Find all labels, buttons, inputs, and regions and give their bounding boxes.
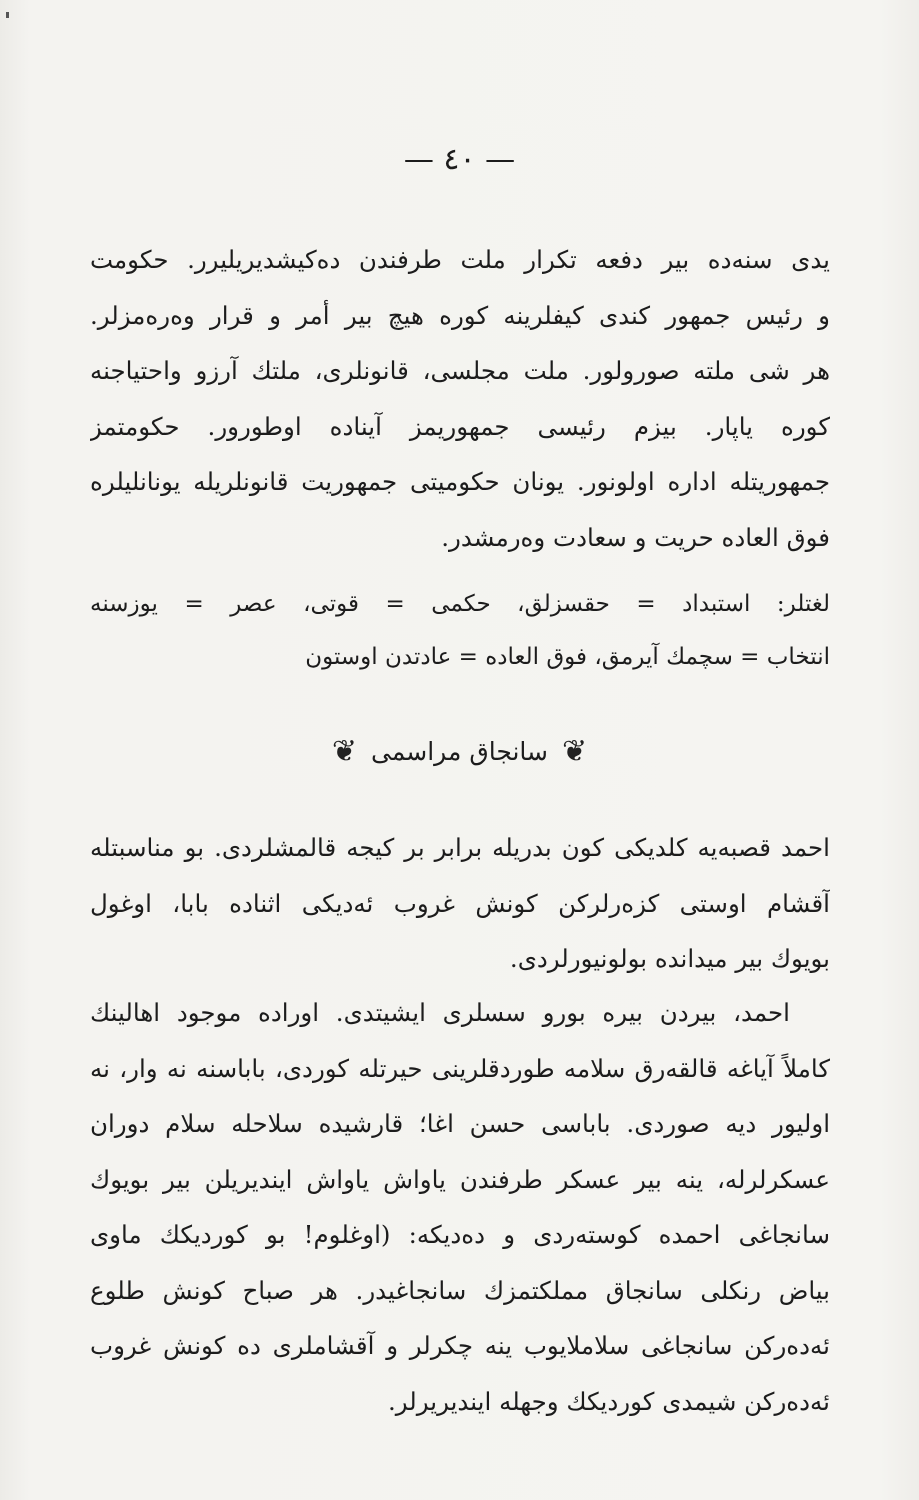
- text-line: احمد، بيردن بيره بورو سسلرى ايشيتدى. اوراده موجود اهالينك: [90, 998, 790, 1027]
- text-line: و رئيس جمهور كندى كيفلرينه كوره هيچ بير أمر و قرار وه‌ره‌مزلر.: [90, 300, 830, 330]
- text-line: هر شى ملته صورولور. ملت مجلسى، قانونلرى، ملتك آرزو واحتياجنه: [90, 356, 830, 385]
- vocabulary-line: لغتلر: استبداد = حقسزلق، حكمى = قوتى، عصر = يوزسنه: [90, 591, 830, 617]
- section-heading: [0, 734, 919, 769]
- text-line: كوره ياپار. بيزم رئيسى جمهوريمز آيناده اوطورور. حكومتمز: [90, 411, 830, 441]
- text-line: بويوك بير ميدانده بولونيورلردى.: [509, 944, 830, 973]
- text-line: عسكرلرله، ينه بير عسكر طرفندن ياواش ياواش اينديريلن بير بويوك: [90, 1164, 830, 1194]
- text-line: جمهوريتله اداره اولونور. يونان حكوميتى جمهوريت قانونلريله يونانليلره: [90, 467, 830, 496]
- paragraph-2: [90, 820, 830, 987]
- vocabulary-list: [90, 578, 830, 684]
- text-line: كاملاً آياغه قالقه‌رق سلامه طوردقلرينى حيرتله كوردى، باباسنه نه وار، نه: [90, 1053, 830, 1083]
- text-line: يدى سنه‌ده بير دفعه تكرار ملت طرفندن ده‌كيشديريليرر. حكومت: [90, 245, 830, 274]
- text-line: بياض رنكلى سانجاق مملكتمزك سانجاغيدر. هر صباح كونش طلوع: [90, 1275, 830, 1305]
- ornament-icon: ❦: [331, 734, 358, 769]
- vocabulary-line: انتخاب = سچمك آيرمق، فوق العاده = عادتدن اوستون: [305, 644, 830, 670]
- text-line: سانجاغى احمده كوسته‌ردى و ده‌ديكه: (اوغلوم! بو كورديكك ماوى: [90, 1220, 830, 1249]
- text-line: فوق العاده حريت و سعادت وه‌رمشدر.: [441, 522, 830, 552]
- ornament-icon: ❦: [561, 734, 588, 769]
- margin-mark: [6, 12, 9, 18]
- text-line: آقشام اوستى كزه‌رلركن كونش غروب ئه‌ديكى اثناده بابا، اوغول: [90, 888, 830, 918]
- text-line: ئه‌ده‌ركن شيمدى كورديكك وجهله اينديريرلر.: [387, 1386, 830, 1416]
- paragraph-3: [90, 985, 830, 1429]
- paragraph-1: [90, 232, 830, 565]
- text-line: ئه‌ده‌ركن سانجاغى سلاملايوب ينه چكرلر و آقشاملرى ده كونش غروب: [90, 1331, 830, 1360]
- page-number: — ٤٠ —: [403, 142, 516, 177]
- section-title: سانجاق مراسمى: [371, 737, 548, 766]
- text-line: اوليور ديه صوردى. باباسى حسن اغا؛ قارشيده سلاحله سلام دوران: [90, 1109, 830, 1138]
- text-line: احمد قصبه‌يه كلديكى كون بدريله برابر بر كيجه قالمشلردى. بو مناسبتله: [90, 833, 830, 862]
